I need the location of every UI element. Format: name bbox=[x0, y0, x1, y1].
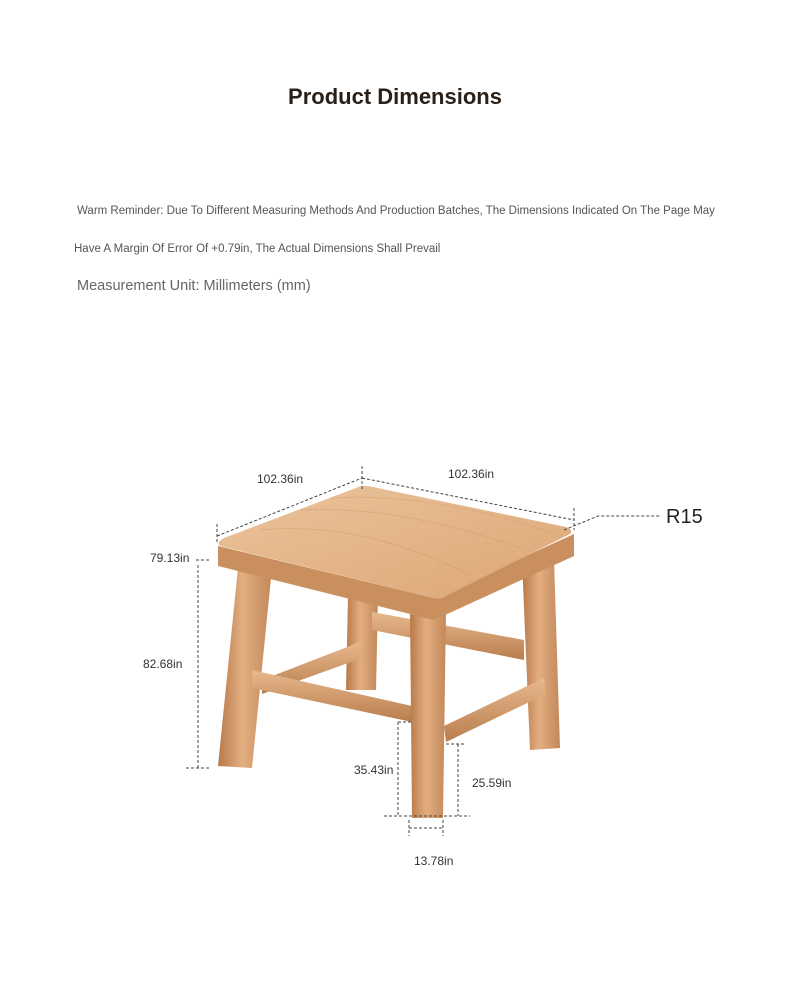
seat-width-right-label: 102.36in bbox=[448, 467, 495, 481]
total-height-label: 82.68in bbox=[143, 657, 183, 671]
leg-diameter-label: 13.78in bbox=[414, 854, 454, 868]
stretcher-height-front-label: 35.43in bbox=[354, 763, 394, 777]
page-title: Product Dimensions bbox=[288, 84, 502, 109]
stool-illustration bbox=[218, 486, 574, 818]
measurement-unit: Measurement Unit: Millimeters (mm) bbox=[77, 278, 311, 294]
stretcher-height-side-label: 25.59in bbox=[472, 776, 512, 790]
warm-reminder-line-2: Have A Margin Of Error Of +0.79in, The Actual Dimensions Shall Prevail bbox=[74, 243, 441, 255]
corner-radius-label: R15 bbox=[666, 506, 703, 528]
seat-width-left-label: 102.36in bbox=[257, 472, 304, 486]
seat-thickness-label: 79.13in bbox=[150, 551, 190, 565]
warm-reminder-line-1: Warm Reminder: Due To Different Measuring Methods And Production Batches, The Dimensions Indicated On The Page May bbox=[77, 205, 715, 217]
